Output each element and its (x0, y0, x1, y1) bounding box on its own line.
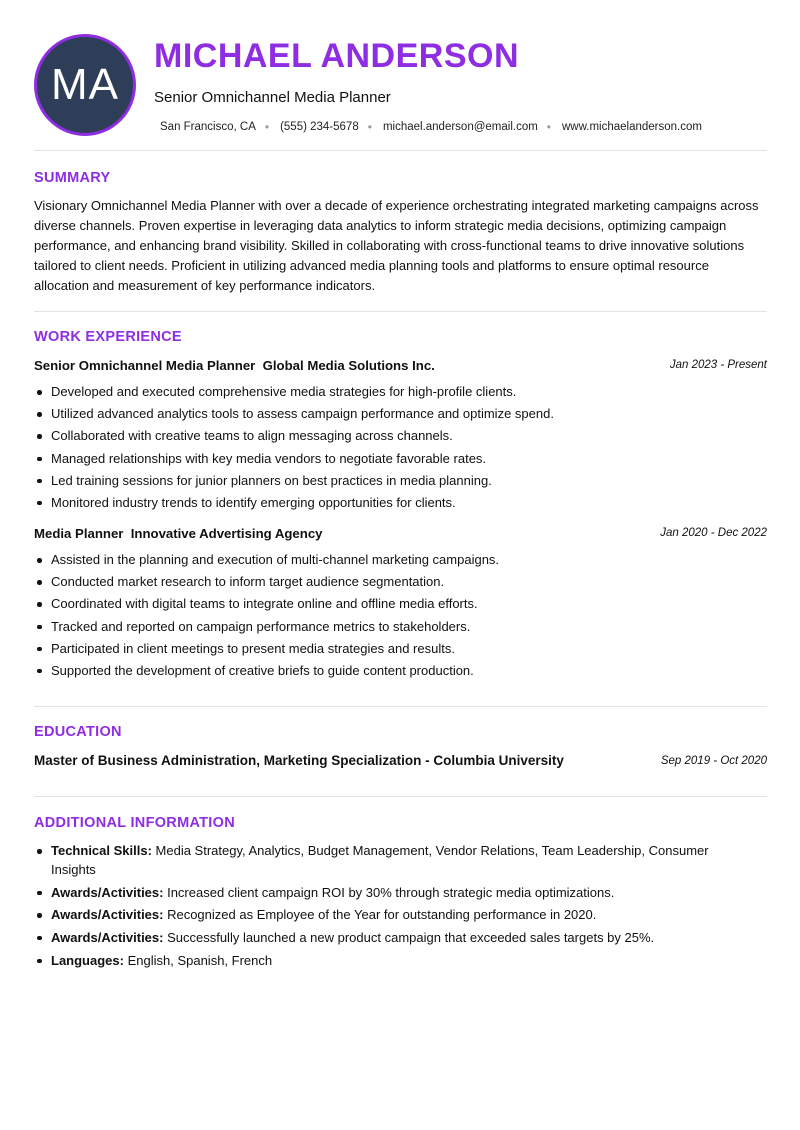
additional-info-heading: ADDITIONAL INFORMATION (34, 815, 235, 831)
item-label: Awards/Activities: (51, 907, 164, 922)
job-bullet: Utilized advanced analytics tools to assess campaign performance and optimize spend. (34, 405, 754, 427)
avatar (34, 34, 136, 136)
additional-info-list (34, 841, 734, 973)
education-heading: EDUCATION (34, 724, 122, 740)
contact-bar (160, 120, 702, 134)
work-experience-heading: WORK EXPERIENCE (34, 329, 182, 345)
item-label: Awards/Activities: (51, 884, 164, 900)
item-text: Media Strategy, Analytics, Budget Management, Vendor Relations, Team Leadership, Consumer Insights (51, 843, 709, 877)
summary-heading: SUMMARY (34, 170, 111, 186)
summary-text: Visionary Omnichannel Media Planner with over a decade of experience orchestrating integrated marketing campaigns across diverse channels. Proven expertise in leveraging data analytics to inform strategic media decisions, optimizing campaign performance, and enhancing brand visibility. Skilled in collaborating with cross-functional teams to drive innovative solutions tailored to client needs. Proficient in utilizing advanced media planning tools and platforms to ensure optimal resource allocation and measurement of key performance indicators. (34, 198, 759, 293)
job-bullet: Collaborated with creative teams to align messaging across channels. (34, 427, 754, 449)
item-text: English, Spanish, French (123, 952, 273, 968)
additional-info-item (34, 928, 734, 947)
job-title: Senior Omnichannel Media Planner Global Media Solutions Inc. (34, 358, 435, 373)
job-header (34, 358, 767, 376)
additional-info-item (34, 841, 734, 879)
additional-info-item (34, 951, 734, 970)
item-label: Languages: (51, 952, 124, 968)
separator-dot-icon: • (367, 120, 372, 134)
job-bullet: Managed relationships with key media vendors to negotiate favorable rates. (34, 450, 754, 472)
job-bullet: Developed and executed comprehensive media strategies for high-profile clients. (34, 383, 754, 405)
education-date: Sep 2019 - Oct 2020 (660, 755, 767, 767)
job-date: Jan 2020 - Dec 2022 (660, 527, 767, 539)
job-bullet: Monitored industry trends to identify emerging opportunities for clients. (34, 494, 754, 516)
divider (34, 150, 767, 151)
job-bullet: Led training sessions for junior planners on best practices in media planning. (34, 472, 754, 494)
education-degree: Master of Business Administration, Marketing Specialization - Columbia University (34, 753, 564, 768)
separator-dot-icon: • (546, 120, 551, 134)
divider (34, 706, 767, 707)
item-text: Successfully launched a new product campaign that exceeded sales targets by 25%. (163, 929, 655, 945)
item-label: Technical Skills: (51, 843, 152, 858)
job-header (34, 526, 767, 544)
candidate-name: MICHAEL ANDERSON (154, 37, 520, 75)
job-bullet: Conducted market research to inform target audience segmentation. (34, 573, 754, 595)
job-bullet: Participated in client meetings to present media strategies and results. (34, 640, 754, 662)
job-bullet-list (34, 551, 754, 684)
additional-info-item (34, 905, 734, 924)
candidate-role: Senior Omnichannel Media Planner (154, 89, 391, 106)
additional-info-item (34, 883, 734, 902)
item-label: Awards/Activities: (51, 929, 164, 945)
job-bullet-list (34, 383, 754, 516)
separator-dot-icon: • (264, 120, 270, 134)
contact-website[interactable]: www.michaelanderson.com (562, 121, 702, 133)
job-title: Media Planner Innovative Advertising Agency (34, 526, 323, 541)
item-text: Recognized as Employee of the Year for outstanding performance in 2020. (163, 907, 597, 922)
item-text: Increased client campaign ROI by 30% through strategic media optimizations. (163, 884, 615, 900)
avatar-initials: MA (51, 60, 119, 109)
job-bullet: Supported the development of creative briefs to guide content production. (34, 662, 754, 684)
job-bullet: Coordinated with digital teams to integrate online and offline media efforts. (34, 595, 754, 617)
education-entry (34, 753, 767, 771)
job-date: Jan 2023 - Present (669, 359, 767, 371)
divider (34, 311, 767, 312)
divider (34, 796, 767, 797)
contact-email[interactable]: michael.anderson@email.com (382, 121, 538, 133)
contact-phone: (555) 234-5678 (280, 121, 359, 133)
job-bullet: Assisted in the planning and execution of multi-channel marketing campaigns. (34, 551, 754, 573)
job-bullet: Tracked and reported on campaign performance metrics to stakeholders. (34, 618, 754, 640)
contact-location: San Francisco, CA (160, 121, 256, 133)
